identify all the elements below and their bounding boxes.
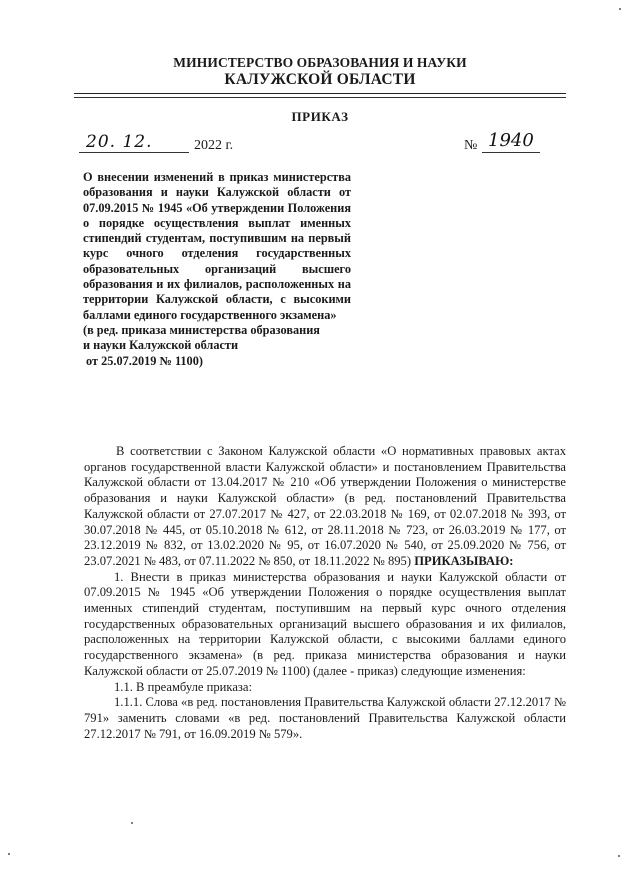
order-subject-block [83,170,351,369]
item-1-1-paragraph: 1.1. В преамбуле приказа: [114,679,252,694]
date-number-line [76,130,566,158]
item-1-paragraph: 1. Внести в приказ министерства образования и науки Калужской области от 07.09.2015 № 1945 «Об утверждении Положения о порядке осуществления выплат именных стипендий студентам, поступившим на первый курс очного отделения государственных образовательных организаций высшего образования и их филиалов, расположенных на территории Калужской области, с высокими баллами единого государственного экзамена» (в ред. приказа министерства образования и науки Калужской области от 25.07.2019 № 1100) (далее - приказ) следующие изменения: [84,569,566,678]
handwritten-order-number: 1940 [488,130,534,151]
order-subject-title: О внесении изменений в приказ министерства образования и науки Калужской области от 07.09.2015 № 1945 «Об утверждении Положения о порядке осуществления выплат именных стипендий студентам, поступившим на первый курс очного отделения государственных образовательных организаций высшего образования и их филиалов, расположенных на территории Калужской области, с высокими баллами единого государственного экзамена» [83,170,351,322]
number-sign: № [464,138,478,153]
scan-speck [131,822,133,824]
subject-edition-line3: от 25.07.2019 № 1100) [86,353,203,368]
order-title: ПРИКАЗ [291,109,349,124]
ministry-name-line1: МИНИСТЕРСТВО ОБРАЗОВАНИЯ И НАУКИ [173,55,467,70]
date-underline [79,152,189,153]
scan-speck [8,853,10,855]
order-directive-word: ПРИКАЗЫВАЮ: [414,553,514,568]
date-year: 2022 г. [194,138,234,153]
item-1-1-1-paragraph: 1.1.1. Слова «в ред. постановления Правительства Калужской области 27.12.2017 № 791» заменить словами «в ред. постановлений Правительства Калужской области 27.12.2017 № 791, от 16.09.2019 № 579». [84,695,566,741]
preamble-paragraph [84,444,566,570]
scan-speck [619,8,621,10]
order-body [84,444,566,742]
preamble-text: В соответствии с Законом Калужской области «О нормативных правовых актах органов государственной власти Калужской области» и постановлением Правительства Калужской области от 13.04.2017 № 210 «Об утверждении Положения о министерстве образования и науки Калужской области» (в ред. постановлений Правительства Калужской области от 27.07.2017 № 427, от 22.03.2018 № 169, от 02.07.2018 № 393, от 30.07.2018 № 445, от 05.10.2018 № 612, от 28.11.2018 № 723, от 26.03.2019 № 177, от 23.12.2019 № 832, от 13.02.2020 № 95, от 16.07.2020 № 540, от 25.09.2020 № 756, от 23.07.2021 № 483, от 07.11.2022 № 850, от 18.11.2022 № 895) [84,444,566,568]
subject-edition-line1: (в ред. приказа министерства образования [83,322,320,337]
subject-edition-line2: и науки Калужской области [83,338,239,353]
number-underline [482,152,540,153]
ministry-name-line2: КАЛУЖСКОЙ ОБЛАСТИ [224,71,416,88]
header-rule-thick [74,93,566,94]
handwritten-date: 20. 12. [86,132,153,152]
header-rule-thin [74,97,566,98]
scan-speck [618,855,620,857]
